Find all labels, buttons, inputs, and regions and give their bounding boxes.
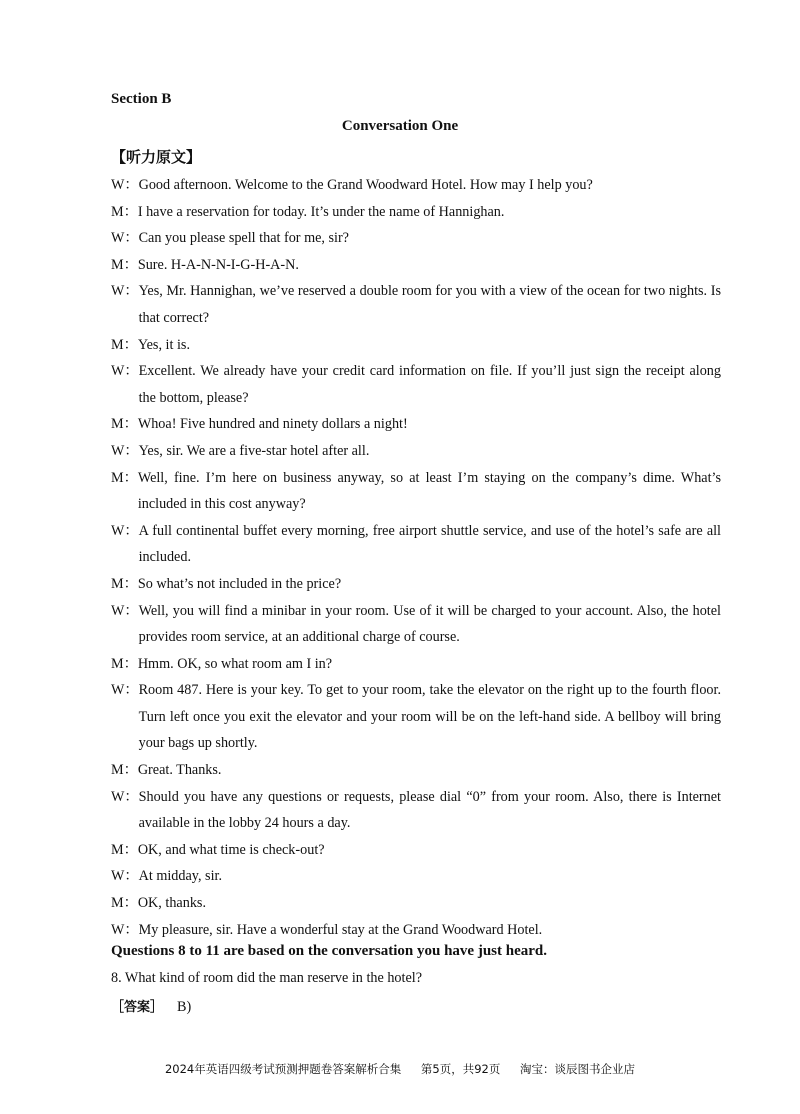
- question-8: 8. What kind of room did the man reserve in the hotel?: [111, 970, 422, 986]
- utterance-text: Yes, Mr. Hannighan, we’ve reserved a double room for you with a view of the ocean for two nights. Is that correct?: [138, 283, 721, 326]
- answer-label: ［答案］: [111, 1000, 164, 1015]
- speaker-label: M：: [111, 256, 138, 273]
- utterance-text: So what’s not included in the price?: [137, 575, 342, 592]
- speaker-label: W：: [111, 788, 139, 805]
- dialogue-line: [111, 332, 721, 359]
- utterance-text: Yes, sir. We are a five-star hotel after all.: [138, 442, 370, 459]
- dialogue-line: [111, 784, 721, 837]
- speaker-label: M：: [111, 655, 138, 672]
- speaker-label: W：: [111, 868, 139, 885]
- speaker-label: M：: [111, 203, 138, 220]
- questions-heading: Questions 8 to 11 are based on the conversation you have just heard.: [111, 943, 547, 959]
- speaker-label: W：: [111, 602, 139, 619]
- utterance-text: Great. Thanks.: [137, 762, 222, 779]
- dialogue-line: [111, 651, 721, 678]
- dialogue-transcript: [111, 172, 721, 943]
- utterance-text: OK, and what time is check-out?: [137, 841, 325, 858]
- utterance-text: Yes, it is.: [137, 336, 190, 353]
- answer-value: B): [177, 999, 192, 1015]
- utterance-text: Well, fine. I’m here on business anyway, so at least I’m staying on the company’s dime. What’s included in this cost anyway?: [137, 469, 721, 513]
- speaker-label: M：: [111, 416, 138, 433]
- conversation-title: Conversation One: [341, 118, 459, 134]
- speaker-label: M：: [111, 841, 138, 858]
- dialogue-line: [111, 278, 721, 331]
- dialogue-line: [111, 438, 721, 465]
- utterance-text: OK, thanks.: [137, 895, 206, 912]
- footer-shop: 淘宝：谈辰图书企业店: [520, 1062, 636, 1076]
- dialogue-line: [111, 172, 721, 199]
- transcript-label: 【听力原文】: [111, 148, 202, 166]
- page-footer: [0, 1061, 800, 1077]
- speaker-label: M：: [111, 895, 138, 912]
- utterance-text: At midday, sir.: [138, 868, 223, 885]
- dialogue-line: [111, 465, 721, 518]
- dialogue-line: [111, 890, 721, 917]
- answer-line: [111, 996, 191, 1016]
- dialogue-line: [111, 863, 721, 890]
- footer-page-number: 第5页，共92页: [420, 1062, 501, 1076]
- utterance-text: I have a reservation for today. It’s under the name of Hannighan.: [137, 203, 505, 220]
- footer-title: 2024年英语四级考试预测押题卷答案解析合集: [164, 1062, 402, 1076]
- utterance-text: Hmm. OK, so what room am I in?: [137, 655, 333, 672]
- dialogue-line: [111, 518, 721, 571]
- dialogue-line: [111, 917, 721, 944]
- speaker-label: W：: [111, 283, 139, 300]
- dialogue-line: [111, 225, 721, 252]
- dialogue-line: [111, 252, 721, 279]
- utterance-text: Should you have any questions or requests, please dial “0” from your room. Also, there is Internet available in the lobby 24 hours a day.: [138, 788, 721, 832]
- speaker-label: W：: [111, 921, 139, 938]
- dialogue-line: [111, 677, 721, 757]
- section-title: Section B: [111, 91, 172, 107]
- dialogue-line: [111, 837, 721, 864]
- dialogue-line: [111, 199, 721, 226]
- utterance-text: Room 487. Here is your key. To get to your room, take the elevator on the right up to the fourth floor. Turn left once you exit the elevator and your room will be on the left-hand side. A bellboy will bring your bags up shortly.: [138, 682, 721, 752]
- dialogue-line: [111, 358, 721, 411]
- speaker-label: W：: [111, 682, 139, 699]
- utterance-text: Whoa! Five hundred and ninety dollars a night!: [137, 416, 408, 433]
- speaker-label: W：: [111, 230, 139, 247]
- speaker-label: W：: [111, 522, 139, 539]
- dialogue-line: [111, 411, 721, 438]
- utterance-text: Sure. H-A-N-N-I-G-H-A-N.: [137, 256, 299, 273]
- utterance-text: Can you please spell that for me, sir?: [138, 230, 349, 247]
- utterance-text: Well, you will find a minibar in your room. Use of it will be charged to your account. Also, the hotel provides room service, at an additional charge of course.: [138, 602, 721, 646]
- speaker-label: W：: [111, 363, 139, 380]
- speaker-label: W：: [111, 177, 139, 193]
- utterance-text: A full continental buffet every morning, free airport shuttle service, and use of the hotel’s safe are all included.: [138, 522, 721, 566]
- utterance-text: Excellent. We already have your credit card information on file. If you’ll just sign the receipt along the bottom, please?: [138, 363, 721, 406]
- utterance-text: My pleasure, sir. Have a wonderful stay at the Grand Woodward Hotel.: [138, 921, 543, 938]
- speaker-label: M：: [111, 762, 138, 779]
- dialogue-line: [111, 757, 721, 784]
- speaker-label: M：: [111, 469, 138, 486]
- dialogue-line: [111, 571, 721, 598]
- speaker-label: M：: [111, 575, 138, 592]
- dialogue-line: [111, 598, 721, 651]
- speaker-label: M：: [111, 336, 138, 353]
- utterance-text: Good afternoon. Welcome to the Grand Woodward Hotel. How may I help you?: [138, 177, 593, 193]
- speaker-label: W：: [111, 442, 139, 459]
